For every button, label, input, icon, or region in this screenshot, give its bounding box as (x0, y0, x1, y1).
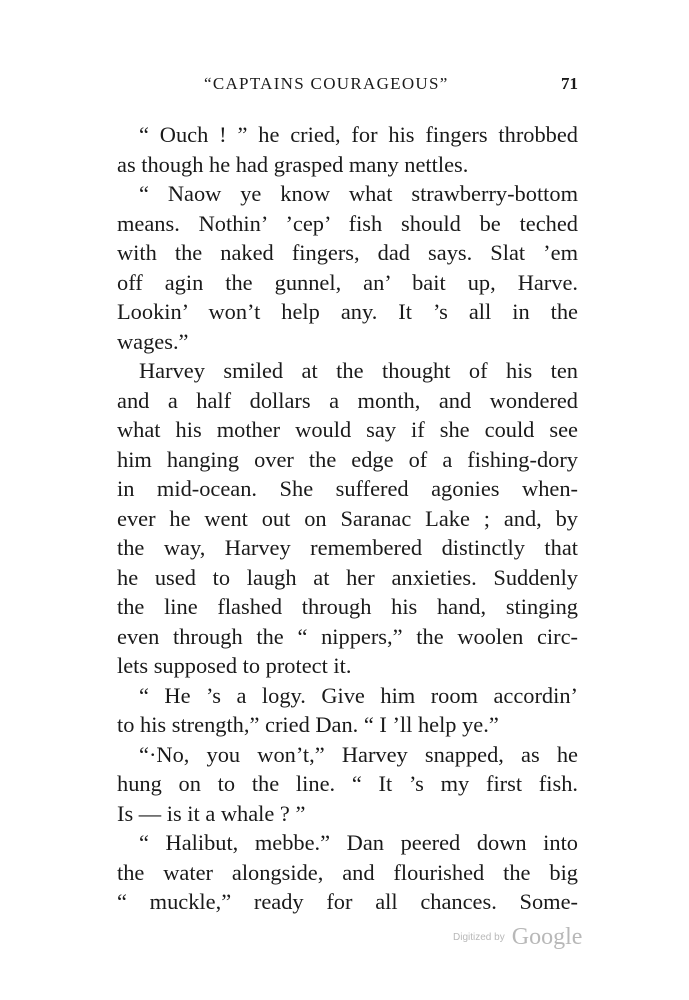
page-number: 71 (561, 74, 578, 93)
text-line: “ Ouch ! ” he cried, for his fingers throbbed (139, 122, 578, 147)
text-line: what his mother would say if she could see (117, 417, 578, 442)
text-line: “ He ’s a logy. Give him room accordin’ (139, 682, 578, 708)
text-line: “ Halibut, mebbe.” Dan peered down into (139, 830, 578, 855)
text-line: the way, Harvey remembered distinctly that (117, 535, 578, 560)
body-text (117, 120, 578, 917)
text-line: the line flashed through his hand, stinging (117, 594, 578, 619)
text-line: Lookin’ won’t help any. It ’s all in the (117, 299, 578, 324)
text-line: to his strength,” cried Dan. “ I ’ll help ye.” (117, 712, 499, 737)
text-line: even through the “ nippers,” the woolen circ- (117, 623, 578, 649)
text-line: lets supposed to protect it. (117, 653, 352, 678)
text-line: Is — is it a whale ? ” (117, 800, 306, 826)
text-line: and a half dollars a month, and wondered (117, 387, 578, 413)
text-line: as though he had grasped many nettles. (117, 151, 469, 177)
text-line: hung on to the line. “ It ’s my first fish. (117, 771, 578, 796)
text-line: in mid-ocean. She suffered agonies when- (117, 476, 578, 501)
text-line: off agin the gunnel, an’ bait up, Harve. (117, 269, 578, 295)
text-line: him hanging over the edge of a fishing-dory (117, 446, 578, 472)
text-line: “ Naow ye know what strawberry-bottom (139, 181, 578, 206)
watermark-prefix: Digitized by (453, 932, 505, 943)
text-line: “ muckle,” ready for all chances. Some- (117, 889, 578, 914)
text-line: Harvey smiled at the thought of his ten (139, 358, 578, 383)
watermark-brand: Google (511, 924, 583, 950)
text-line: “·No, you won’t,” Harvey snapped, as he (139, 741, 578, 767)
text-line: ever he went out on Saranac Lake ; and, by (117, 505, 578, 531)
running-head (118, 74, 578, 102)
text-line: the water alongside, and flourished the big (117, 859, 578, 885)
text-line: with the naked fingers, dad says. Slat ’em (117, 240, 578, 265)
text-line: means. Nothin’ ’cep’ fish should be teched (117, 210, 578, 236)
running-title: “CAPTAINS COURAGEOUS” (204, 74, 449, 93)
text-line: he used to laugh at her anxieties. Suddenly (117, 564, 578, 590)
digitized-watermark (453, 924, 582, 951)
text-line: wages.” (117, 328, 189, 354)
